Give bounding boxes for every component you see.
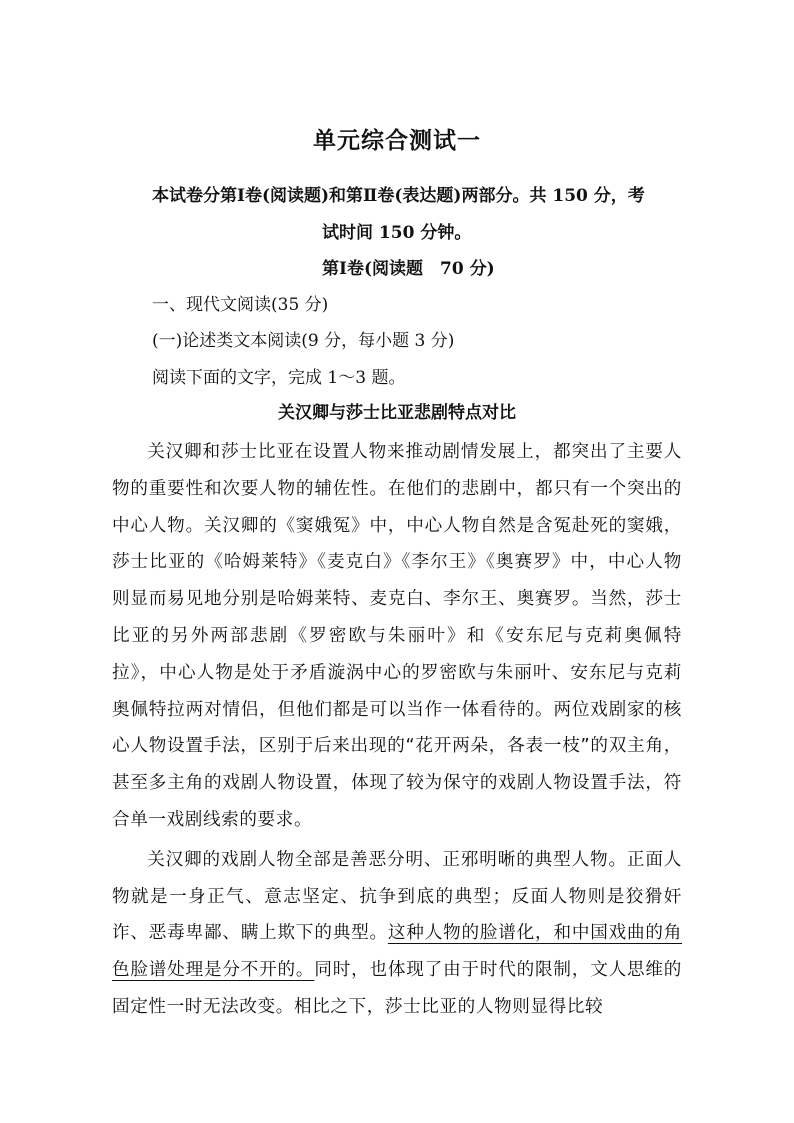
underlined-sentence: 这种人物的脸谱化，和中国戏曲的角色脸谱处理是分不开的。 bbox=[112, 923, 682, 981]
paragraph-2-text-b: 同时，也体现了由于时代的限制，文人思维的固定性一时无法改变。相比之下，莎士比亚的人物则显得比较 bbox=[112, 960, 682, 1017]
paragraph-2 bbox=[112, 842, 682, 1026]
paragraph-2-text-a: 关汉卿的戏剧人物全部是善恶分明、正邪明晰的典型人物。正面人物就是一身正气、意志坚定、抗争到底的典型；反面人物则是狡猾奸诈、恶毒卑鄙、瞒上欺下的典型。 bbox=[112, 849, 682, 944]
subpart-heading: (一)论述类文本阅读(9 分，每小题 3 分) bbox=[152, 331, 455, 351]
page-title: 单元综合测试一 bbox=[313, 127, 481, 154]
reading-instruction: 阅读下面的文字，完成 1～3 题。 bbox=[152, 368, 406, 388]
section-heading: 第Ⅰ卷(阅读题 70 分) bbox=[322, 259, 495, 279]
paragraph-1: 关汉卿和莎士比亚在设置人物来推动剧情发展上，都突出了主要人物的重要性和次要人物的辅佐性。在他们的悲剧中，都只有一个突出的中心人物。关汉卿的《窦娥冤》中，中心人物自然是含冤赴死的窦娥，莎士比亚的《哈姆莱特》《麦克白》《李尔王》《奥赛罗》中，中心人物则显而易见地分别是哈姆莱特、麦克白、李尔王、奥赛罗。当然，莎士比亚的另外两部悲剧《罗密欧与朱丽叶》和《安东尼与克莉奥佩特拉》，中心人物是处于矛盾漩涡中心的罗密欧与朱丽叶、安东尼与克莉奥佩特拉两对情侣，但他们都是可以当作一体看待的。两位戏剧家的核心人物设置手法，区别于后来出现的“花开两朵，各表一枝”的双主角，甚至多主角的戏剧人物设置，体现了较为保守的戏剧人物设置手法，符合单一戏剧线索的要求。 bbox=[112, 442, 682, 830]
intro-line-1: 本试卷分第Ⅰ卷(阅读题)和第Ⅱ卷(表达题)两部分。共 150 分，考 bbox=[152, 186, 645, 206]
article-body bbox=[112, 434, 682, 1026]
intro-line-2: 试时间 150 分钟。 bbox=[322, 223, 472, 243]
article-title: 关汉卿与莎士比亚悲剧特点对比 bbox=[278, 403, 516, 423]
part-heading: 一、现代文阅读(35 分) bbox=[152, 295, 329, 315]
